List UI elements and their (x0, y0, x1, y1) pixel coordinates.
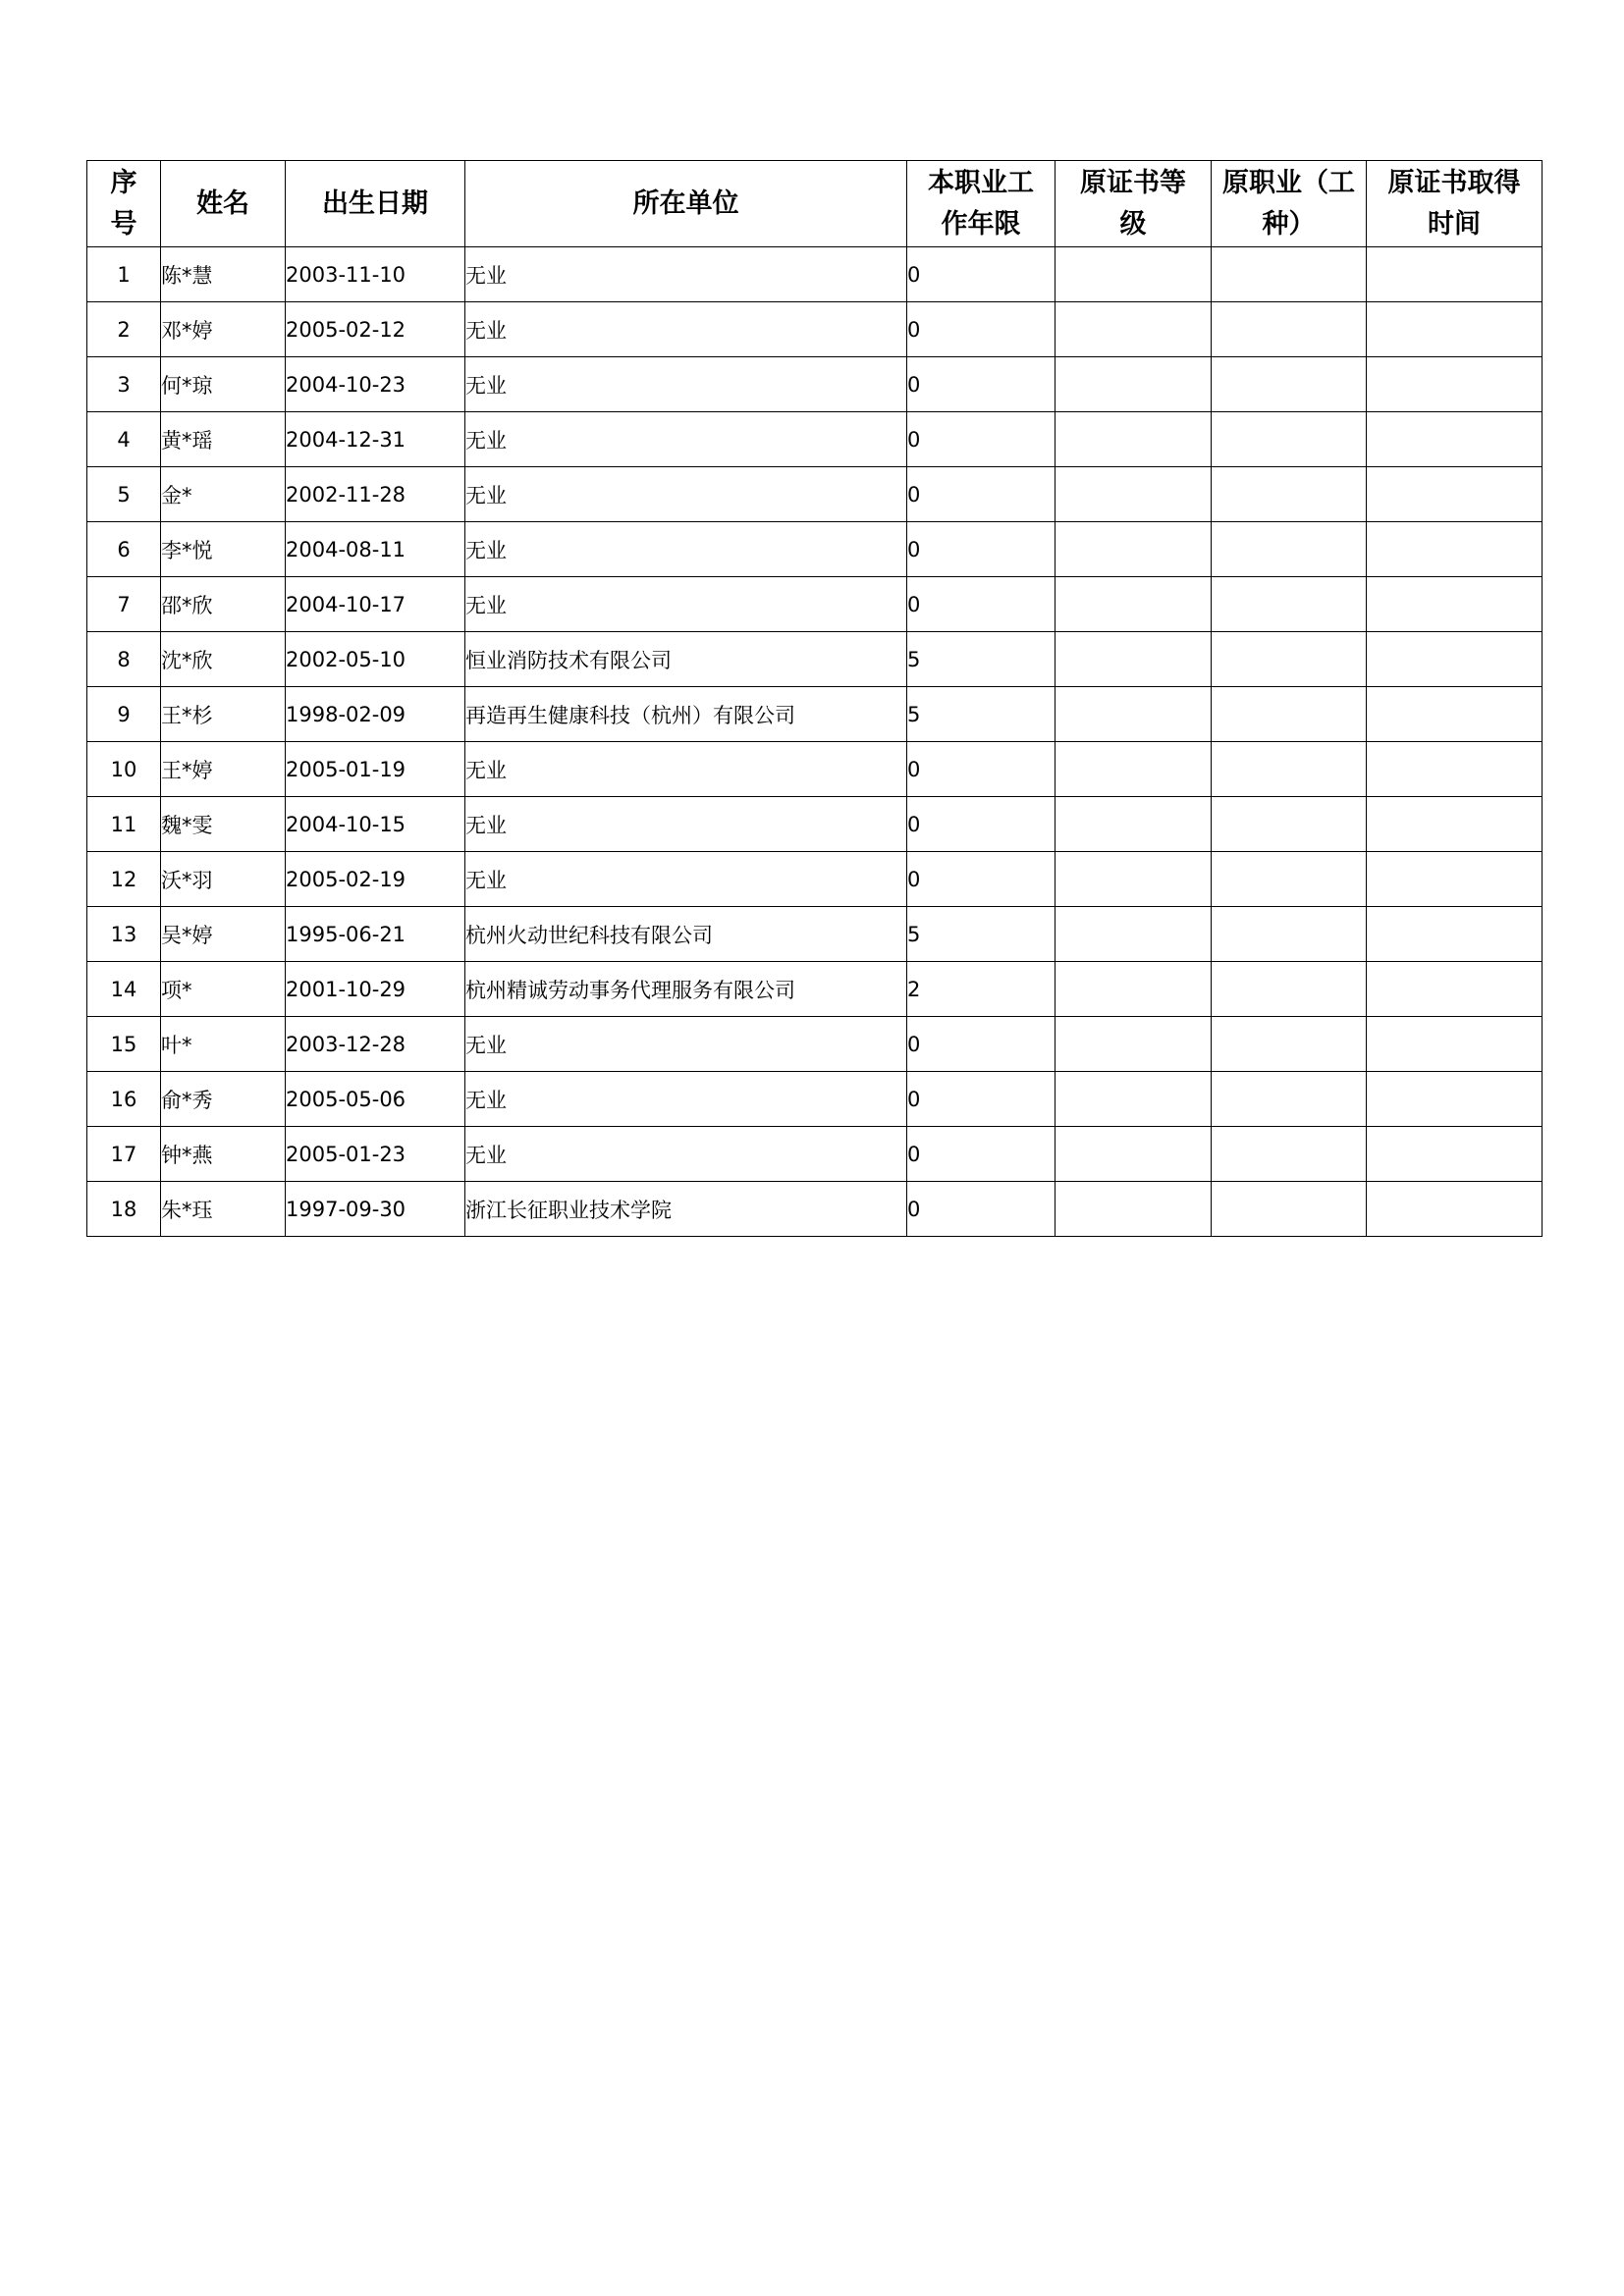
cell-orig-occupation (1212, 907, 1367, 962)
cell-work-years: 0 (907, 1072, 1056, 1127)
cell-cert-time (1367, 1017, 1543, 1072)
table-row (87, 962, 1543, 1017)
cell-name: 朱*珏 (161, 1182, 286, 1237)
cell-birth-date: 1997-09-30 (286, 1182, 465, 1237)
cell-orig-occupation (1212, 467, 1367, 522)
cell-cert-time (1367, 632, 1543, 687)
header-no: 序号 (87, 161, 161, 247)
table-row (87, 852, 1543, 907)
cell-work-years: 0 (907, 522, 1056, 577)
cell-cert-time (1367, 1182, 1543, 1237)
cell-cert-time (1367, 522, 1543, 577)
cell-unit: 无业 (465, 302, 907, 357)
cell-name: 俞*秀 (161, 1072, 286, 1127)
cell-birth-date: 2005-01-19 (286, 742, 465, 797)
cell-unit: 再造再生健康科技（杭州）有限公司 (465, 687, 907, 742)
cell-unit: 无业 (465, 742, 907, 797)
cell-orig-occupation (1212, 1072, 1367, 1127)
cell-cert-time (1367, 1072, 1543, 1127)
cell-work-years: 0 (907, 577, 1056, 632)
cell-work-years: 0 (907, 302, 1056, 357)
table-row (87, 577, 1543, 632)
cell-cert-level (1056, 742, 1212, 797)
cell-no: 14 (87, 962, 161, 1017)
cell-cert-time (1367, 962, 1543, 1017)
cell-orig-occupation (1212, 852, 1367, 907)
cell-work-years: 0 (907, 742, 1056, 797)
cell-work-years: 0 (907, 852, 1056, 907)
table-row (87, 1072, 1543, 1127)
cell-no: 4 (87, 412, 161, 467)
cell-no: 8 (87, 632, 161, 687)
table-row (87, 632, 1543, 687)
cell-cert-time (1367, 852, 1543, 907)
cell-cert-level (1056, 687, 1212, 742)
cell-orig-occupation (1212, 1017, 1367, 1072)
cell-work-years: 0 (907, 467, 1056, 522)
header-years: 本职业工作年限 (907, 161, 1056, 247)
cell-no: 18 (87, 1182, 161, 1237)
cell-no: 3 (87, 357, 161, 412)
table-row (87, 687, 1543, 742)
cell-orig-occupation (1212, 632, 1367, 687)
cell-work-years: 0 (907, 357, 1056, 412)
cell-birth-date: 2001-10-29 (286, 962, 465, 1017)
cell-no: 12 (87, 852, 161, 907)
cell-birth-date: 2005-02-12 (286, 302, 465, 357)
cell-unit: 恒业消防技术有限公司 (465, 632, 907, 687)
cell-work-years: 5 (907, 907, 1056, 962)
cell-cert-level (1056, 412, 1212, 467)
table-row (87, 1127, 1543, 1182)
cell-no: 5 (87, 467, 161, 522)
cell-birth-date: 1998-02-09 (286, 687, 465, 742)
header-orig-occupation: 原职业（工种） (1212, 161, 1367, 247)
cell-unit: 无业 (465, 247, 907, 302)
cell-unit: 无业 (465, 1017, 907, 1072)
cell-no: 16 (87, 1072, 161, 1127)
cell-work-years: 2 (907, 962, 1056, 1017)
table-header-row (87, 161, 1543, 247)
cell-cert-level (1056, 852, 1212, 907)
cell-orig-occupation (1212, 357, 1367, 412)
cell-name: 黄*瑶 (161, 412, 286, 467)
cell-name: 沈*欣 (161, 632, 286, 687)
table-row (87, 1182, 1543, 1237)
table-row (87, 247, 1543, 302)
cell-orig-occupation (1212, 687, 1367, 742)
cell-unit: 无业 (465, 1127, 907, 1182)
cell-unit: 无业 (465, 467, 907, 522)
cell-cert-level (1056, 302, 1212, 357)
cell-orig-occupation (1212, 247, 1367, 302)
cell-no: 17 (87, 1127, 161, 1182)
cell-work-years: 0 (907, 797, 1056, 852)
cell-unit: 无业 (465, 1072, 907, 1127)
cell-cert-level (1056, 467, 1212, 522)
cell-unit: 无业 (465, 797, 907, 852)
cell-name: 王*杉 (161, 687, 286, 742)
cell-orig-occupation (1212, 1127, 1367, 1182)
table-row (87, 907, 1543, 962)
cell-cert-time (1367, 467, 1543, 522)
cell-cert-time (1367, 577, 1543, 632)
cell-birth-date: 2004-08-11 (286, 522, 465, 577)
cell-work-years: 0 (907, 1017, 1056, 1072)
cell-cert-level (1056, 247, 1212, 302)
table-row (87, 467, 1543, 522)
table-row (87, 357, 1543, 412)
cell-name: 金* (161, 467, 286, 522)
cell-birth-date: 2004-10-23 (286, 357, 465, 412)
cell-no: 11 (87, 797, 161, 852)
header-birth: 出生日期 (286, 161, 465, 247)
cell-no: 10 (87, 742, 161, 797)
header-unit: 所在单位 (465, 161, 907, 247)
cell-cert-level (1056, 1017, 1212, 1072)
cell-orig-occupation (1212, 412, 1367, 467)
cell-name: 魏*雯 (161, 797, 286, 852)
cell-cert-time (1367, 357, 1543, 412)
cell-birth-date: 1995-06-21 (286, 907, 465, 962)
cell-name: 何*琼 (161, 357, 286, 412)
table-row (87, 1017, 1543, 1072)
cell-work-years: 0 (907, 1127, 1056, 1182)
cell-cert-time (1367, 247, 1543, 302)
cell-birth-date: 2003-12-28 (286, 1017, 465, 1072)
cell-birth-date: 2005-05-06 (286, 1072, 465, 1127)
cell-unit: 无业 (465, 522, 907, 577)
cell-no: 15 (87, 1017, 161, 1072)
header-cert-level: 原证书等级 (1056, 161, 1212, 247)
cell-birth-date: 2004-10-17 (286, 577, 465, 632)
cell-orig-occupation (1212, 577, 1367, 632)
cell-name: 王*婷 (161, 742, 286, 797)
table-row (87, 742, 1543, 797)
cell-name: 沃*羽 (161, 852, 286, 907)
cell-birth-date: 2004-12-31 (286, 412, 465, 467)
cell-name: 吴*婷 (161, 907, 286, 962)
cell-orig-occupation (1212, 742, 1367, 797)
cell-unit: 杭州精诚劳动事务代理服务有限公司 (465, 962, 907, 1017)
cell-work-years: 0 (907, 1182, 1056, 1237)
cell-unit: 杭州火动世纪科技有限公司 (465, 907, 907, 962)
cell-name: 李*悦 (161, 522, 286, 577)
cell-cert-time (1367, 1127, 1543, 1182)
table-row (87, 797, 1543, 852)
table-row (87, 302, 1543, 357)
cell-name: 陈*慧 (161, 247, 286, 302)
cell-unit: 无业 (465, 577, 907, 632)
cell-birth-date: 2004-10-15 (286, 797, 465, 852)
cell-no: 1 (87, 247, 161, 302)
header-cert-time: 原证书取得时间 (1367, 161, 1543, 247)
cell-cert-time (1367, 687, 1543, 742)
table-row (87, 412, 1543, 467)
cell-no: 13 (87, 907, 161, 962)
cell-birth-date: 2005-01-23 (286, 1127, 465, 1182)
cell-no: 7 (87, 577, 161, 632)
cell-cert-level (1056, 1182, 1212, 1237)
cell-work-years: 0 (907, 412, 1056, 467)
cell-cert-level (1056, 797, 1212, 852)
cell-cert-level (1056, 962, 1212, 1017)
cell-cert-level (1056, 357, 1212, 412)
cell-name: 项* (161, 962, 286, 1017)
cell-unit: 无业 (465, 357, 907, 412)
cell-cert-level (1056, 1072, 1212, 1127)
cell-work-years: 0 (907, 247, 1056, 302)
cell-birth-date: 2002-05-10 (286, 632, 465, 687)
cell-name: 叶* (161, 1017, 286, 1072)
cell-no: 2 (87, 302, 161, 357)
cell-no: 6 (87, 522, 161, 577)
cell-orig-occupation (1212, 962, 1367, 1017)
cell-unit: 无业 (465, 852, 907, 907)
cell-orig-occupation (1212, 522, 1367, 577)
table-body (87, 247, 1543, 1237)
roster-table (86, 160, 1543, 1237)
cell-name: 钟*燕 (161, 1127, 286, 1182)
cell-cert-level (1056, 632, 1212, 687)
cell-cert-level (1056, 577, 1212, 632)
cell-name: 邵*欣 (161, 577, 286, 632)
cell-unit: 浙江长征职业技术学院 (465, 1182, 907, 1237)
cell-birth-date: 2005-02-19 (286, 852, 465, 907)
cell-work-years: 5 (907, 632, 1056, 687)
cell-birth-date: 2003-11-10 (286, 247, 465, 302)
cell-orig-occupation (1212, 797, 1367, 852)
cell-work-years: 5 (907, 687, 1056, 742)
cell-cert-time (1367, 412, 1543, 467)
cell-cert-level (1056, 1127, 1212, 1182)
cell-cert-time (1367, 742, 1543, 797)
cell-cert-time (1367, 797, 1543, 852)
cell-name: 邓*婷 (161, 302, 286, 357)
header-name: 姓名 (161, 161, 286, 247)
cell-unit: 无业 (465, 412, 907, 467)
cell-no: 9 (87, 687, 161, 742)
cell-cert-level (1056, 522, 1212, 577)
cell-cert-level (1056, 907, 1212, 962)
cell-orig-occupation (1212, 1182, 1367, 1237)
table-row (87, 522, 1543, 577)
cell-birth-date: 2002-11-28 (286, 467, 465, 522)
cell-orig-occupation (1212, 302, 1367, 357)
cell-cert-time (1367, 302, 1543, 357)
cell-cert-time (1367, 907, 1543, 962)
